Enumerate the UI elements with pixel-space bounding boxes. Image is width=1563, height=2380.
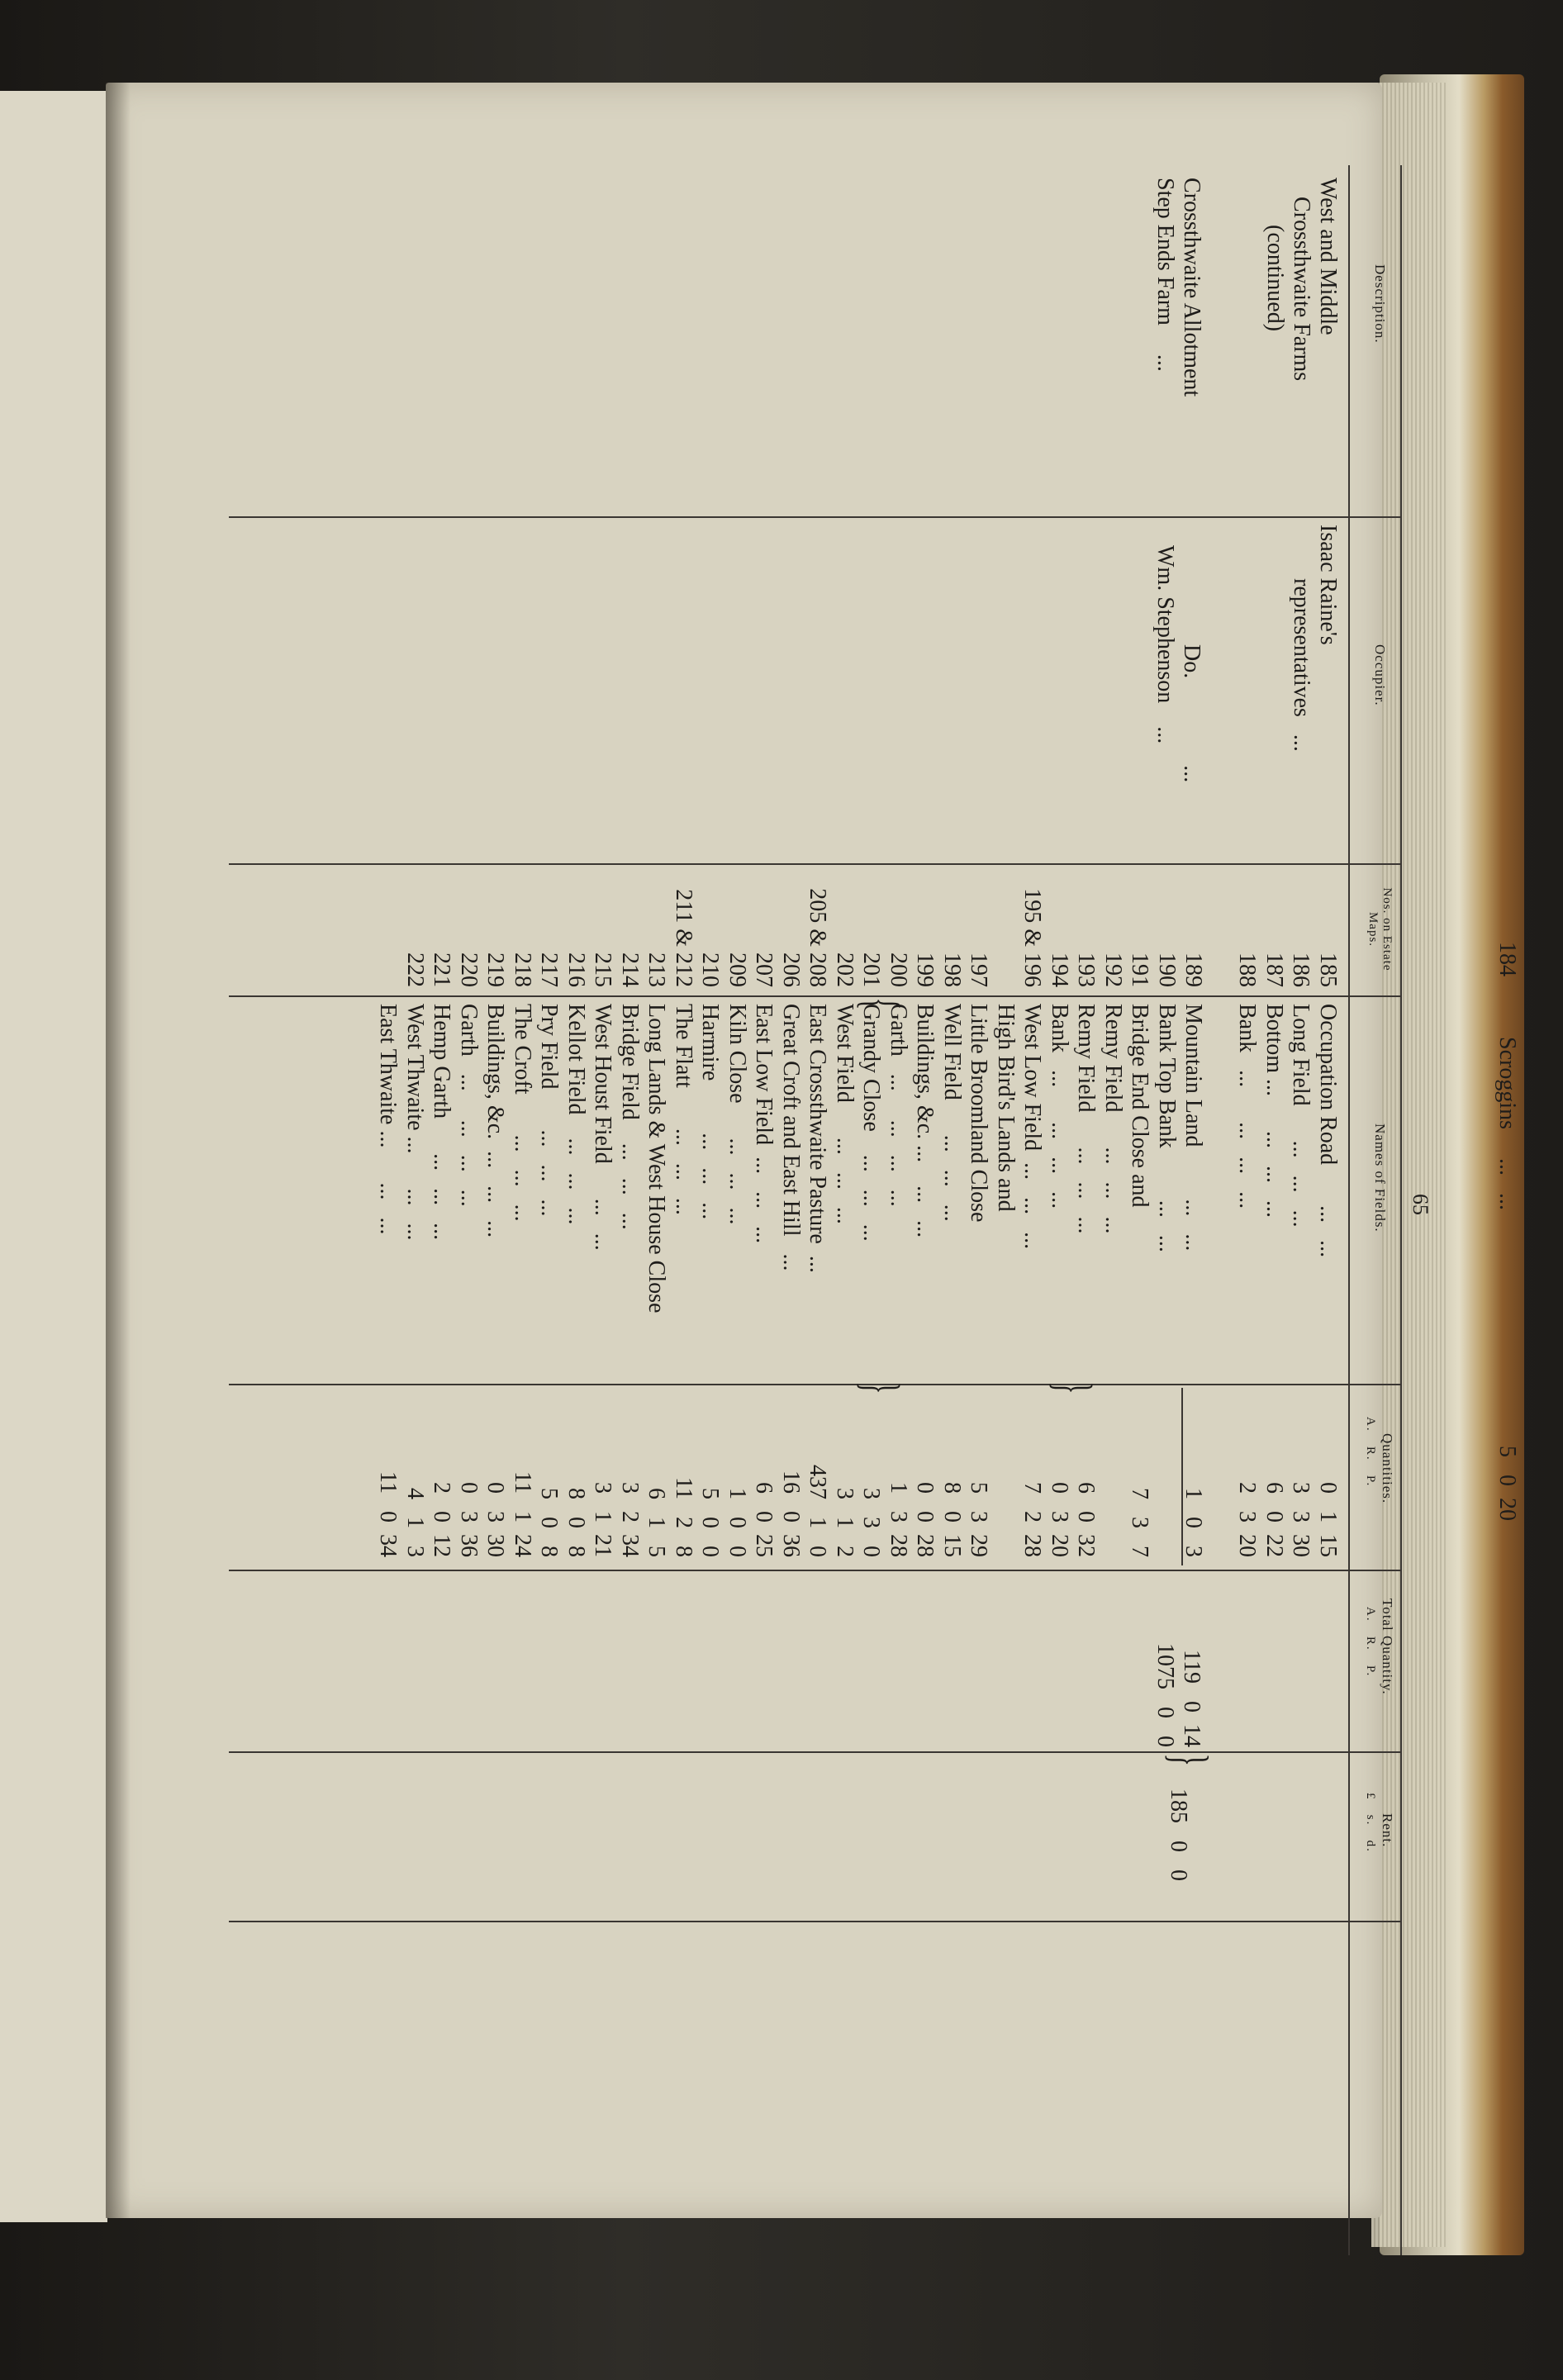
field-name: West Field ... ... ... xyxy=(832,1004,858,1224)
field-quantity: 16 0 36 xyxy=(778,1470,804,1557)
header-total-units: A. R. P. xyxy=(1364,1607,1377,1678)
table-top-rule xyxy=(1400,165,1402,2255)
header-occupier: Occupier. xyxy=(1372,644,1388,706)
header-quantities-units: A. R. P. xyxy=(1364,1417,1377,1488)
description-line: Step Ends Farm ... xyxy=(1152,178,1178,372)
estate-map-number: 219 xyxy=(482,952,508,987)
estate-map-number: 210 xyxy=(697,952,723,987)
previous-page-row-no: 184 xyxy=(1494,942,1520,976)
field-quantity: 437 1 0 xyxy=(805,1465,830,1557)
estate-map-number: 213 xyxy=(644,952,669,987)
field-quantity: 11 1 24 xyxy=(510,1471,535,1557)
field-name: Buildings, &c. ... ... ... xyxy=(482,1004,508,1238)
field-quantity: 8 0 8 xyxy=(563,1488,589,1557)
estate-map-number: 185 xyxy=(1315,952,1341,987)
field-name: Mountain Land ... ... xyxy=(1181,1004,1206,1252)
estate-map-number: 209 xyxy=(724,952,750,987)
estate-map-number: 187 xyxy=(1261,952,1287,987)
field-name: Kellot Field ... ... ... xyxy=(563,1004,589,1225)
field-quantity: 5 3 29 xyxy=(966,1482,991,1557)
field-quantity: 2 0 12 xyxy=(429,1482,454,1557)
estate-map-number: 200 xyxy=(886,952,911,987)
header-rent: Rent. xyxy=(1380,1813,1395,1848)
estate-map-number: 207 xyxy=(751,952,777,987)
header-rent-units: £ s. d. xyxy=(1364,1793,1377,1853)
field-name: Bank Top Bank ... ... xyxy=(1154,1004,1180,1252)
field-name: West Low Field ... ... ... xyxy=(1019,1004,1045,1250)
rent-amount: 185 0 0 xyxy=(1166,1789,1191,1881)
estate-map-number: 198 xyxy=(939,952,965,987)
field-name: East Thwaite ... ... ... xyxy=(375,1004,401,1235)
description-line: Crossthwaite Allotment xyxy=(1179,178,1204,397)
estate-map-number: 205 & 208 xyxy=(805,888,830,987)
estate-map-number: 214 xyxy=(617,952,643,987)
estate-map-number: 218 xyxy=(510,952,535,987)
estate-map-number: 202 xyxy=(832,952,858,987)
field-name: Long Lands & West House Close xyxy=(644,1004,669,1314)
estate-map-number: 220 xyxy=(456,952,482,987)
field-name: East Low Field ... ... ... xyxy=(751,1004,777,1244)
field-name: Bank ... ... ... ... xyxy=(1234,1004,1260,1209)
header-names: Names of Fields. xyxy=(1372,1123,1388,1233)
field-quantity: 8 0 15 xyxy=(939,1482,965,1557)
field-name: Hemp Garth ... ... ... xyxy=(429,1004,454,1241)
field-name: The Croft ... ... ... xyxy=(510,1004,535,1222)
brace-left: } xyxy=(853,1381,909,1394)
field-quantity: 5 0 8 xyxy=(536,1488,562,1557)
field-name: Pry Field ... ... ... xyxy=(536,1004,562,1217)
estate-map-number: 190 xyxy=(1154,952,1180,987)
estate-map-number: 206 xyxy=(778,952,804,987)
field-name: Bridge End Close and xyxy=(1127,1004,1152,1208)
field-quantity: 0 3 30 xyxy=(482,1482,508,1557)
field-quantity: 1 0 0 xyxy=(724,1488,750,1557)
occupier-line: Do. ... xyxy=(1179,644,1204,783)
field-name: Great Croft and East Hill ... xyxy=(778,1004,804,1271)
estate-map-number: 211 & 212 xyxy=(671,889,696,987)
estate-map-number: 192 xyxy=(1100,952,1126,987)
previous-page-row xyxy=(1494,942,1520,976)
col-rule-3 xyxy=(229,995,1402,997)
field-quantity: 6 0 25 xyxy=(751,1482,777,1557)
field-name: Garth ... ... ... ... xyxy=(456,1004,482,1207)
field-name: Long Field ... ... ... xyxy=(1288,1004,1314,1228)
col-rule-6 xyxy=(229,1751,1402,1753)
page-number: 65 xyxy=(1409,1194,1432,1215)
estate-map-number: 221 xyxy=(429,952,454,987)
field-name: Garth ... ... ... ... xyxy=(886,1004,911,1207)
field-quantity: 3 3 0 xyxy=(858,1488,884,1557)
occupier-line: Isaac Raine's xyxy=(1315,525,1341,645)
field-name: Bridge Field ... ... ... xyxy=(617,1004,643,1230)
field-name: Well Field ... ... ... xyxy=(939,1004,965,1222)
estate-map-number: 222 xyxy=(402,952,428,987)
field-quantity: 11 2 8 xyxy=(671,1477,696,1557)
field-name: Grandy Close ... ... ... xyxy=(858,1004,884,1242)
field-quantity: 1 0 3 xyxy=(1181,1488,1206,1557)
field-quantity: 4 1 3 xyxy=(402,1488,428,1557)
field-quantity: 3 1 2 xyxy=(832,1488,858,1557)
estate-map-number: 188 xyxy=(1234,952,1260,987)
field-quantity: 0 3 20 xyxy=(1047,1482,1072,1557)
header-description: Description. xyxy=(1372,264,1388,344)
field-quantity: 1 3 28 xyxy=(886,1482,911,1557)
field-name: Occupation Road ... ... xyxy=(1315,1004,1341,1258)
col-rule-2 xyxy=(229,863,1402,865)
field-quantity: 3 3 30 xyxy=(1288,1482,1314,1557)
header-quantities: Quantities. xyxy=(1380,1433,1395,1504)
field-quantity: 0 0 28 xyxy=(912,1482,938,1557)
estate-map-number: 197 xyxy=(966,952,991,987)
field-name: Remy Field ... ... ... xyxy=(1100,1004,1126,1234)
occupier-line: representatives ... xyxy=(1289,578,1314,752)
estate-map-number: 201 xyxy=(858,952,884,987)
brace-left: } xyxy=(1045,1381,1101,1394)
estate-map-number: 217 xyxy=(536,952,562,987)
col-rule-4 xyxy=(229,1384,1402,1385)
total-quantity: 1075 0 0 xyxy=(1152,1643,1178,1747)
estate-map-number: 216 xyxy=(563,952,589,987)
field-quantity: 11 0 34 xyxy=(375,1471,401,1557)
header-bottom-rule xyxy=(1348,165,1350,2255)
description-line: Crossthwaite Farms xyxy=(1289,197,1314,382)
field-quantity: 0 1 15 xyxy=(1315,1482,1341,1557)
field-name: Buildings, &c. ... ... ... xyxy=(912,1004,938,1238)
description-line: (continued) xyxy=(1262,225,1288,332)
field-name: Little Broomland Close xyxy=(966,1004,991,1223)
field-name: High Bird's Lands and xyxy=(993,1004,1019,1212)
field-name: Bank ... ... ... ... xyxy=(1047,1004,1072,1209)
field-quantity: 6 0 32 xyxy=(1073,1482,1099,1557)
field-name: West Thwaite ... ... ... xyxy=(402,1004,428,1241)
field-name: East Crossthwaite Pasture ... xyxy=(805,1004,830,1273)
field-quantity: 0 3 36 xyxy=(456,1482,482,1557)
field-quantity: 3 1 21 xyxy=(590,1482,615,1557)
field-quantity: 7 3 7 xyxy=(1127,1488,1152,1557)
estate-map-number: 199 xyxy=(912,952,938,987)
field-quantity: 2 3 20 xyxy=(1234,1482,1260,1557)
estate-map-number: 195 & 196 xyxy=(1019,888,1045,987)
estate-map-number: 215 xyxy=(590,952,615,987)
estate-map-number: 189 xyxy=(1181,952,1206,987)
col-rule-5 xyxy=(229,1570,1402,1571)
total-quantity: 119 0 14 xyxy=(1179,1650,1204,1747)
brace-total: } xyxy=(1161,1753,1219,1767)
field-quantity: 7 2 28 xyxy=(1019,1482,1045,1557)
previous-page-row-qty: 5 0 20 xyxy=(1494,1446,1520,1521)
field-name: Harmire ... ... ... xyxy=(697,1004,723,1220)
field-quantity: 5 0 0 xyxy=(697,1488,723,1557)
header-total: Total Quantity. xyxy=(1380,1599,1395,1695)
header-nos: Nos. on Estate Maps. xyxy=(1366,887,1394,971)
description-line: West and Middle xyxy=(1315,178,1341,335)
estate-map-number: 194 xyxy=(1047,952,1072,987)
col-rule-7 xyxy=(229,1921,1402,1922)
field-name: Kiln Close ... ... ... xyxy=(724,1004,750,1225)
col-rule-1 xyxy=(229,516,1402,518)
previous-page-row-name: Scroggins ... ... xyxy=(1494,1037,1520,1210)
field-quantity: 6 0 22 xyxy=(1261,1482,1287,1557)
occupier-line: Wm. Stephenson ... xyxy=(1152,545,1178,744)
brace-right: { xyxy=(853,997,909,1010)
estate-map-number: 186 xyxy=(1288,952,1314,987)
field-name: Remy Field ... ... ... xyxy=(1073,1004,1099,1234)
field-name: Bottom ... ... ... ... xyxy=(1261,1004,1287,1219)
field-name: West Houst Field ... ... xyxy=(590,1004,615,1251)
field-name: The Flatt ... ... ... xyxy=(671,1004,696,1215)
field-quantity: 3 2 34 xyxy=(617,1482,643,1557)
field-quantity: 6 1 5 xyxy=(644,1488,669,1557)
estate-map-number: 191 xyxy=(1127,952,1152,987)
estate-map-number: 193 xyxy=(1073,952,1099,987)
